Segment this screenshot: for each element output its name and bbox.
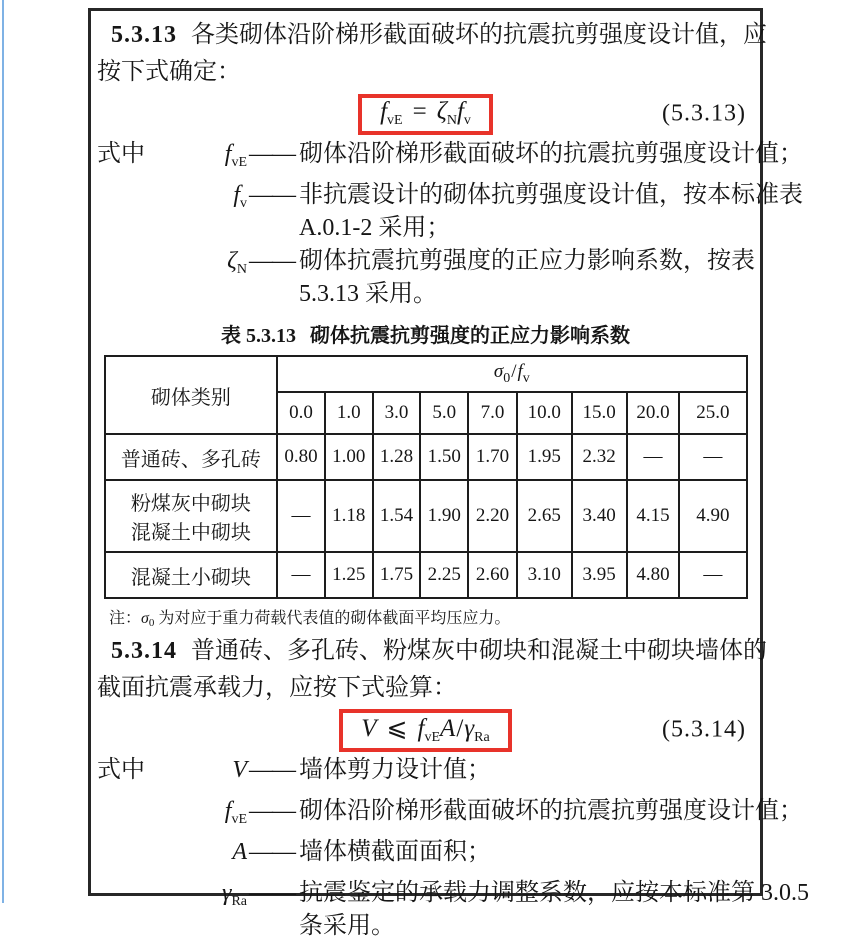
table-row-header: 砌体类别 — [105, 356, 278, 434]
clause-number: 5.3.14 — [111, 638, 177, 664]
where-item-gammaRa: $\gamma_{Ra}$ —— 抗震鉴定的承载力调整系数，应按本标准第 3.0.5 条采用。 — [221, 880, 809, 939]
symbol-fvE: f — [417, 714, 425, 742]
where-item-fv: $f_v$ —— 非抗震设计的砌体抗剪强度设计值，按本标准表 A.0.1-2 采用； — [233, 182, 803, 241]
table-title-label: 表 5.3.13 — [221, 325, 296, 347]
clause-5-3-13 — [97, 17, 767, 91]
highlight-box-formula-5-3-14: V ⩽ $f_{vE}A/\gamma_{Ra}$ — [339, 709, 511, 752]
where-item-zetaN: $\zeta_N$ —— 砌体抗震抗剪强度的正应力影响系数，按表 5.3.13 采用。 — [227, 248, 755, 307]
clause-text-line-2: 截面抗震承载力，应按下式验算： — [97, 675, 457, 701]
symbol-gammaRa: γ — [464, 714, 475, 742]
where-list-5-3-14 — [97, 754, 809, 943]
document-frame — [88, 8, 809, 939]
where-item-V: 式中 V —— 墙体剪力设计值； — [97, 754, 754, 795]
symbol-V: V — [361, 714, 377, 742]
highlight-box-formula-5-3-13: $f_{vE} = \zeta_Nf_v$ — [358, 94, 493, 135]
left-edge-line — [2, 0, 4, 903]
where-label: 式中 — [97, 141, 145, 167]
equation-number: (5.3.14) — [662, 716, 746, 743]
symbol-fv: f — [456, 97, 464, 125]
symbol-sigma0: σ — [141, 610, 149, 627]
table-column-headers: 0.0 1.0 3.0 5.0 7.0 10.0 15.0 20.0 25.0 — [105, 392, 747, 434]
table-group-header: $\sigma_0/f_v$ — [277, 356, 746, 392]
where-item-fvE: $f_{vE}$ —— 砌体沿阶梯形截面破坏的抗震抗剪强度设计值； — [224, 798, 803, 827]
equation-number: (5.3.13) — [662, 100, 746, 127]
clause-text-line-1: 普通砖、多孔砖、粉煤灰中砌块和混凝土中砌块墙体的 — [191, 638, 767, 664]
leq-operator: ⩽ — [386, 714, 408, 742]
table-row-medium-block: 粉煤灰中砌块 混凝土中砌块 — 1.18 1.54 1.90 2.20 2.65 3.40 4.15 4.90 — [105, 480, 747, 552]
symbol-A: A — [440, 714, 456, 742]
table-5-3-13 — [104, 355, 748, 599]
table-title-text: 砌体抗震抗剪强度的正应力影响系数 — [310, 325, 630, 347]
clause-text-line-2: 按下式确定： — [97, 59, 241, 85]
where-list-5-3-13 — [97, 138, 803, 311]
formula-5-3-13-row — [97, 92, 754, 136]
where-item-A: A —— 墙体横截面面积； — [232, 839, 491, 865]
clause-text-line-1: 各类砌体沿阶梯形截面破坏的抗震抗剪强度设计值，应 — [191, 22, 767, 48]
table-note: 注：σ0 为对应于重力荷载代表值的砌体截面平均压应力。 — [109, 610, 511, 629]
symbol-zetaN: ζ — [436, 97, 447, 125]
clause-number: 5.3.13 — [111, 22, 177, 48]
where-label: 式中 — [97, 757, 145, 783]
clause-5-3-14 — [97, 633, 767, 707]
table-row-small-block: 混凝土小砌块 — 1.25 1.75 2.25 2.60 3.10 3.95 4.80 — — [105, 552, 747, 598]
symbol-fvE: f — [380, 97, 388, 125]
formula-5-3-14-row — [97, 708, 754, 752]
table-row-brick: 普通砖、多孔砖 0.80 1.00 1.28 1.50 1.70 1.95 2.32 — — — [105, 434, 747, 480]
where-item-fvE: 式中 $f_{vE}$ —— 砌体沿阶梯形截面破坏的抗震抗剪强度设计值； — [97, 138, 754, 179]
table-title — [97, 319, 754, 348]
